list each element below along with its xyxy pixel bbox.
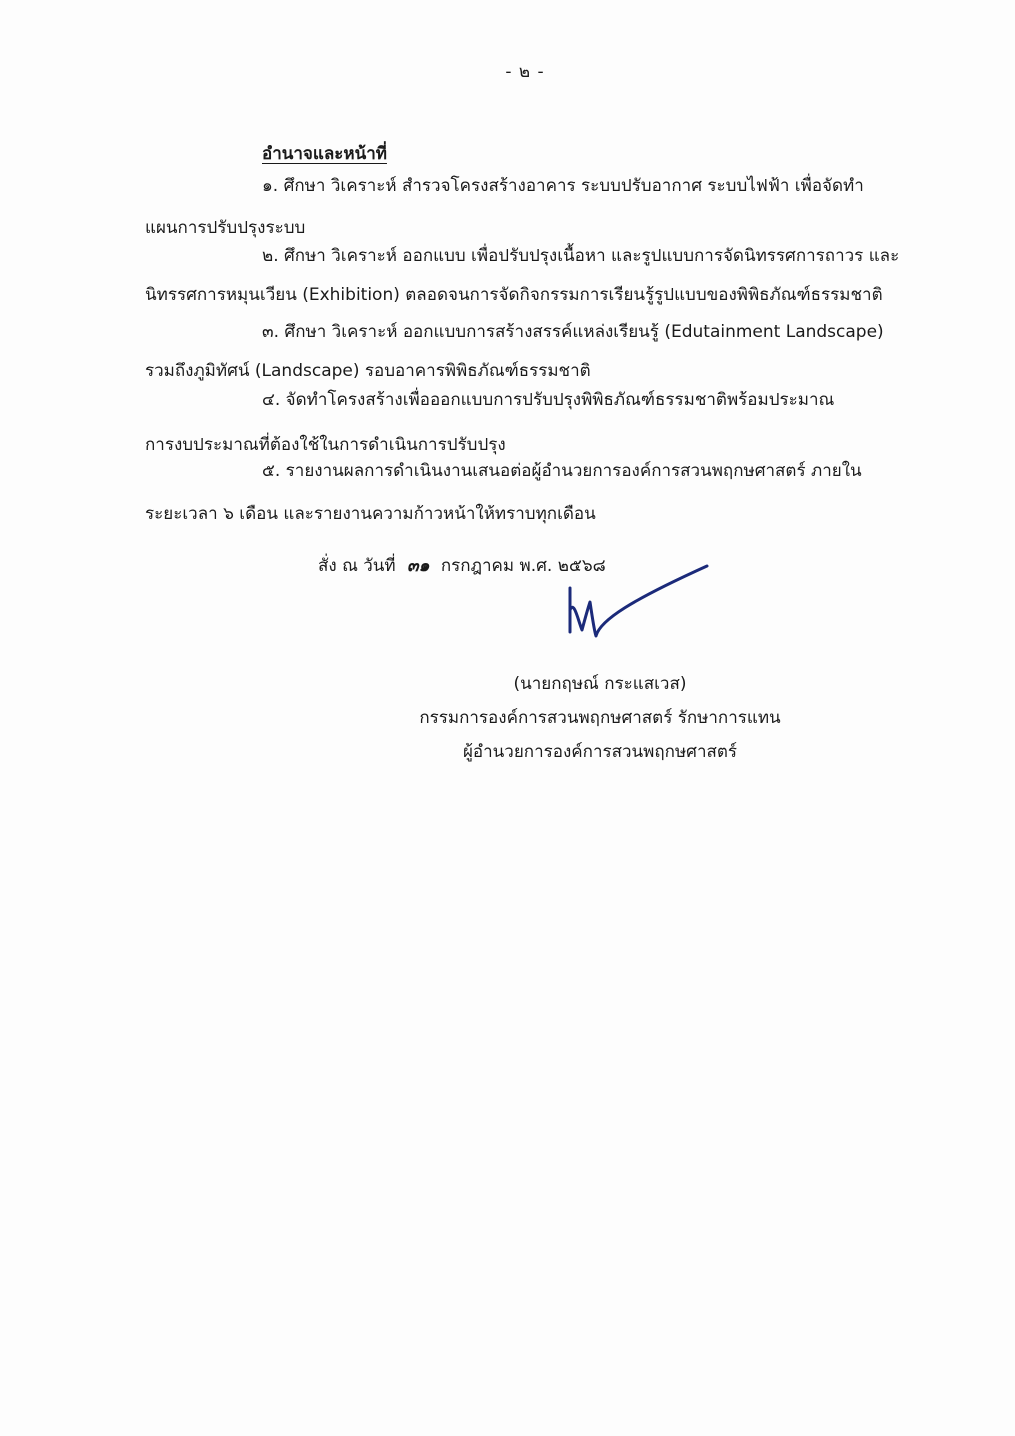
duty-item-4-line-2: การงบประมาณที่ต้องใช้ในการดำเนินการปรับปรุง xyxy=(145,435,506,455)
section-heading-duties: อำนาจและหน้าที่ xyxy=(262,144,387,164)
date-prefix: สั่ง ณ วันที่ xyxy=(318,556,396,576)
duty-item-3-line-2: รวมถึงภูมิทัศน์ (Landscape) รอบอาคารพิพิธภัณฑ์ธรรมชาติ xyxy=(145,361,591,381)
date-month-year: กรกฎาคม พ.ศ. ๒๕๖๘ xyxy=(440,556,606,576)
signatory-position: กรรมการองค์การสวนพฤกษศาสตร์ รักษาการแทน xyxy=(419,708,781,728)
duty-item-1-line-1: ๑. ศึกษา วิเคราะห์ สำรวจโครงสร้างอาคาร ระบบปรับอากาศ ระบบไฟฟ้า เพื่อจัดทำ xyxy=(262,176,864,196)
duty-item-2-line-1: ๒. ศึกษา วิเคราะห์ ออกแบบ เพื่อปรับปรุงเนื้อหา และรูปแบบการจัดนิทรรศการถาวร และ xyxy=(262,246,900,266)
duty-item-4-line-1: ๔. จัดทำโครงสร้างเพื่อออกแบบการปรับปรุงพิพิธภัณฑ์ธรรมชาติพร้อมประมาณ xyxy=(262,390,835,410)
duty-item-1-line-2: แผนการปรับปรุงระบบ xyxy=(145,218,306,238)
signatory-title: ผู้อำนวยการองค์การสวนพฤกษศาสตร์ xyxy=(462,742,738,762)
page-number: - ๒ - xyxy=(505,62,545,82)
handwritten-signature xyxy=(562,560,712,645)
duty-item-5-line-1: ๕. รายงานผลการดำเนินงานเสนอต่อผู้อำนวยการองค์การสวนพฤกษศาสตร์ ภายใน xyxy=(262,461,862,481)
duty-item-3-line-1: ๓. ศึกษา วิเคราะห์ ออกแบบการสร้างสรรค์แหล่งเรียนรู้ (Edutainment Landscape) xyxy=(262,322,884,342)
date-day-handwritten: ๓๑ xyxy=(407,556,430,576)
signatory-name: (นายกฤษณ์ กระแสเวส) xyxy=(513,674,687,694)
duty-item-5-line-2: ระยะเวลา ๖ เดือน และรายงานความก้าวหน้าให้ทราบทุกเดือน xyxy=(145,504,596,524)
duty-item-2-line-2: นิทรรศการหมุนเวียน (Exhibition) ตลอดจนการจัดกิจกรรมการเรียนรู้รูปแบบของพิพิธภัณฑ์ธรรมชาติ xyxy=(145,285,883,305)
